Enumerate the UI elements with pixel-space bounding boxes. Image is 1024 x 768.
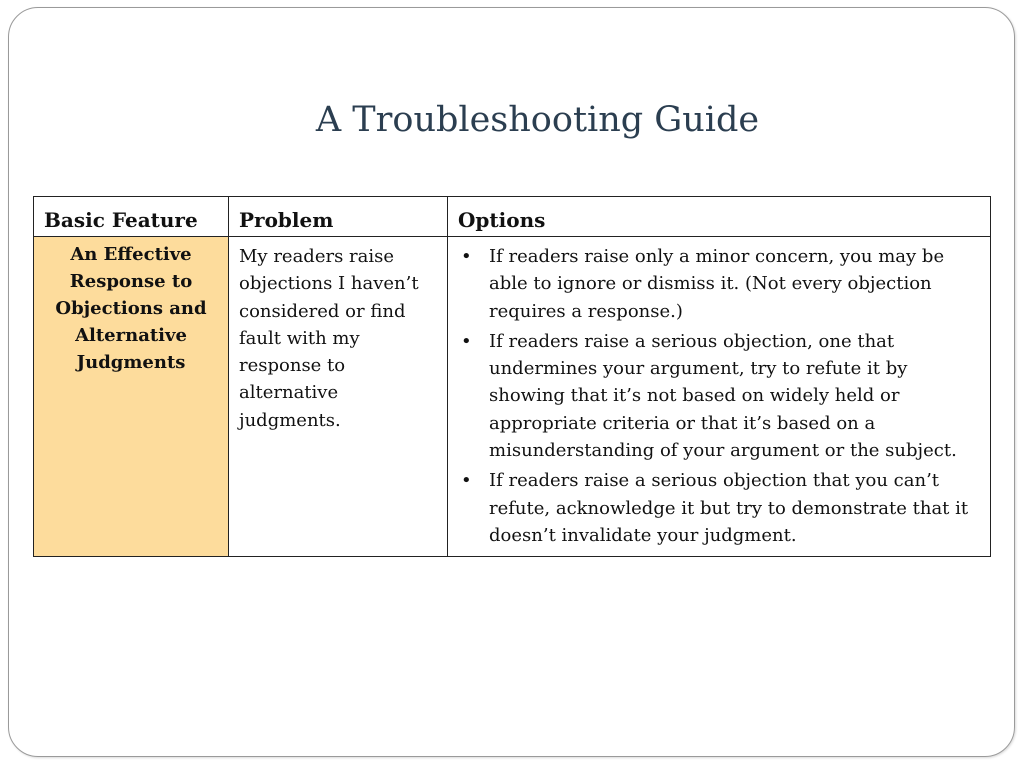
- option-item-3: [458, 467, 982, 549]
- option-text-2: If readers raise a serious objection, one that undermines your argument, try to refute it by showing that it’s not based on widely held or appropriate criteria or that it’s based on a misunderstanding of your argument or the subject.: [489, 330, 957, 462]
- table-header-row: [34, 197, 991, 237]
- header-problem: Problem: [229, 197, 448, 237]
- feature-cell: An Effective Response to Objections and Alternative Judgments: [34, 237, 229, 557]
- option-text-1: If readers raise only a minor concern, you may be able to ignore or dismiss it. (Not every objection requires a response.): [489, 246, 945, 322]
- options-list: [458, 243, 982, 549]
- troubleshooting-table: [33, 196, 991, 557]
- bullet-icon: •: [461, 246, 472, 267]
- slide-title: A Troubleshooting Guide: [315, 100, 760, 140]
- option-text-3: If readers raise a serious objection that you can’t refute, acknowledge it but try to demonstrate that it doesn’t invalidate your judgment.: [489, 470, 969, 546]
- options-cell: [448, 237, 991, 557]
- header-options: Options: [448, 197, 991, 237]
- bullet-icon: •: [461, 330, 472, 352]
- option-item-2: [458, 328, 982, 464]
- bullet-icon: •: [461, 470, 472, 492]
- header-basic-feature: Basic Feature: [34, 197, 229, 237]
- problem-cell: My readers raise objections I haven’t considered or find fault with my response to alternative judgments.: [229, 237, 448, 557]
- option-item-1: [458, 243, 982, 325]
- table-row: [34, 237, 991, 557]
